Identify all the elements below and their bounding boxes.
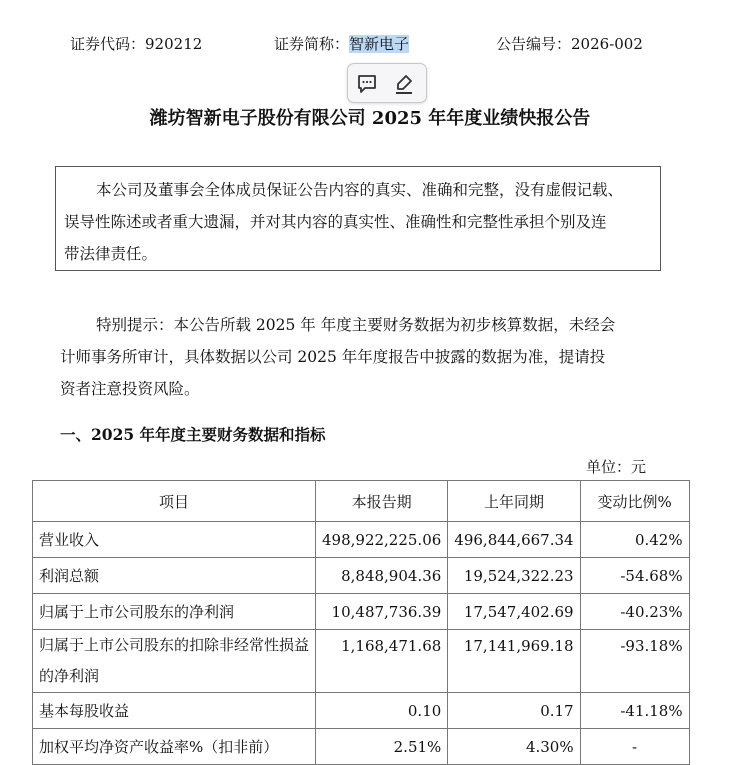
cell: -54.68%	[580, 558, 689, 594]
cell: 归属于上市公司股东的净利润	[33, 594, 316, 630]
selection-popup	[347, 63, 427, 103]
cell: 归属于上市公司股东的扣除非经常性损益的净利润	[33, 630, 316, 693]
unit-label: 单位：元	[586, 458, 647, 476]
cell: -41.18%	[580, 693, 689, 729]
table-row	[33, 594, 690, 630]
table-row	[33, 630, 690, 693]
cell: 利润总额	[33, 558, 316, 594]
document-title: 潍坊智新电子股份有限公司 2025 年年度业绩快报公告	[149, 108, 591, 129]
cell: 0.17	[448, 693, 580, 729]
col-header: 项目	[33, 481, 316, 522]
cell: 8,848,904.36	[316, 558, 448, 594]
security-abbr	[274, 33, 409, 54]
cell: 营业收入	[33, 522, 316, 558]
cell: -93.18%	[580, 630, 689, 693]
cell: 4.30%	[448, 729, 580, 765]
section-heading: 一、2025 年年度主要财务数据和指标	[60, 425, 326, 444]
cell: -40.23%	[580, 594, 689, 630]
cell: 10,487,736.39	[316, 594, 448, 630]
tip-line: 计师事务所审计，具体数据以公司 2025 年年度报告中披露的数据为准，提请投	[60, 348, 606, 366]
abbr-label: 证券简称：	[274, 35, 350, 53]
cell: 基本每股收益	[33, 693, 316, 729]
col-header: 本报告期	[316, 481, 448, 522]
table-header-row	[33, 481, 690, 522]
cell: 496,844,667.34	[448, 522, 580, 558]
cell: 加权平均净资产收益率%（扣非前）	[33, 729, 316, 765]
comment-icon[interactable]	[356, 73, 378, 95]
notice-no-label: 公告编号：	[496, 35, 572, 53]
table-row	[33, 558, 690, 594]
cell: -	[580, 729, 689, 765]
cell: 17,547,402.69	[448, 594, 580, 630]
cell: 19,524,322.23	[448, 558, 580, 594]
disclaimer-line: 带法律责任。	[64, 245, 158, 263]
disclaimer-line: 误导性陈述或者重大遗漏，并对其内容的真实性、准确性和完整性承担个别及连	[64, 213, 607, 231]
cell: 1,168,471.68	[316, 630, 448, 693]
tip-line: 特别提示：本公告所载 2025 年 年度主要财务数据为初步核算数据，未经会	[96, 316, 616, 334]
disclaimer-box	[55, 166, 661, 271]
col-header: 上年同期	[448, 481, 580, 522]
notice-no-value: 2026-002	[571, 35, 643, 53]
table-row	[33, 522, 690, 558]
notice-number	[496, 33, 643, 54]
cell: 0.42%	[580, 522, 689, 558]
cell: 498,922,225.06	[316, 522, 448, 558]
tip-line: 资者注意投资风险。	[60, 380, 200, 398]
cell: 2.51%	[316, 729, 448, 765]
disclaimer-line: 本公司及董事会全体成员保证公告内容的真实、准确和完整，没有虚假记载、	[96, 181, 624, 199]
col-header: 变动比例%	[580, 481, 689, 522]
cell: 17,141,969.18	[448, 630, 580, 693]
highlighter-icon[interactable]	[393, 73, 415, 95]
code-label: 证券代码：	[70, 35, 146, 53]
code-value: 920212	[145, 35, 203, 53]
security-code	[70, 33, 202, 54]
abbr-value-selected[interactable]: 智新电子	[349, 35, 410, 53]
table-row	[33, 693, 690, 729]
table-row	[33, 729, 690, 765]
cell: 0.10	[316, 693, 448, 729]
financial-table	[32, 480, 690, 765]
